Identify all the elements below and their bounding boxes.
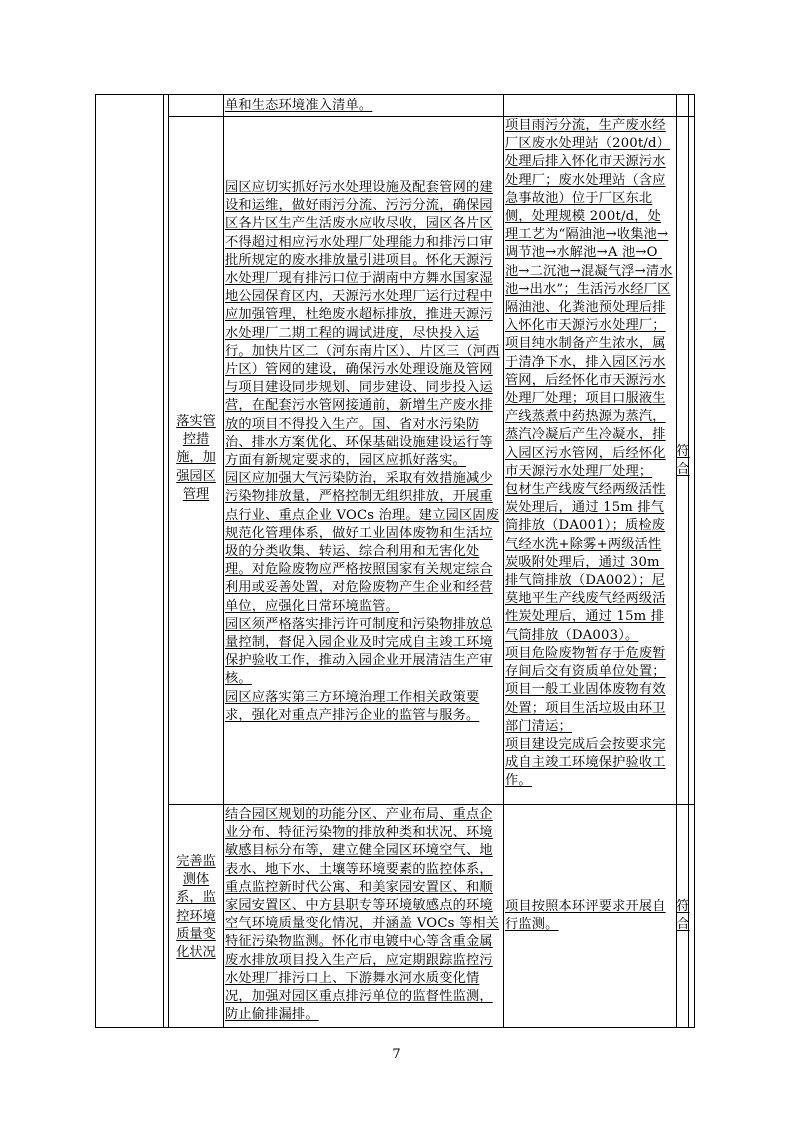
row0-requirement [225, 97, 501, 115]
row2-project [505, 898, 674, 934]
row1-proj-para-1: 项目雨污分流，生产废水经厂区废水处理站（200t/d）处理后排入怀化市天源污水处理厂；废水处理站（含应急事故池）位于厂区东北侧，处理规模 200t/d，处理工艺为“隔油池→收集池→调节池→水解池→A 池→O 池→二沉池→混凝气浮→清水池→出水”；生活污水经厂区隔油池、化粪池预处理后排入怀化市天源污水处理厂；项目纯水制备产生浓水，属于清净下水，排入园区污水管网，后经怀化市天源污水处理厂处理；项目口服液生产线蒸煮中药热源为蒸汽，蒸汽冷凝后产生冷凝水，排入园区污水管网，后经怀化市天源污水处理厂处理； [505, 118, 673, 479]
compliance-table [95, 94, 695, 1028]
row2-category-text: 完善监测体系，监控环境质量变化状况 [176, 854, 216, 961]
row1-proj-para-2: 包材生产线废气经两级活性炭处理后，通过 15m 排气筒排放（DA001）；质检废气经水洗+除雾+两级活性炭吸附处理后，通过 30m 排气筒排放（DA002）；尼莫地平生产线废气经两级活性炭处理后，通过 15m 排气筒排放（DA003）。 [505, 482, 666, 643]
col-divider-3 [223, 95, 224, 1027]
row1-project [505, 117, 674, 791]
row2-verdict-text: 符合 [676, 899, 690, 933]
col-divider-6 [688, 95, 689, 1027]
row2-requirement-text: 结合园区规划的功能分区、产业布局、重点企业分布、特征污染物的排放种类和状况、环境敏感目标分布等，建立健全园区环境空气、地表水、地下水、土壤等环境要素的监控体系，重点监控新时代公寓、和美家园安置区、和顺家园安置区、中方县职专等环境敏感点的环境空气环境质量变化情况，并涵盖 VOCs 等相关特征污染物监测。怀化市电镀中心等含重金属废水排放项目投入生产后，应定期跟踪监控污水处理厂排污口上、下游舞水河水质变化情况，加强对园区重点排污单位的监督性监测，防止偷排漏排。 [225, 807, 500, 1023]
page-number: 7 [392, 1047, 401, 1062]
row2-project-text: 项目按照本环评要求开展自行监测。 [505, 899, 666, 933]
row1-proj-para-4: 项目建设完成后会按要求完成自主竣工环境保护验收工作。 [505, 736, 666, 789]
row1-category [171, 413, 221, 504]
row1-requirement [225, 179, 501, 725]
row2-verdict [676, 898, 690, 934]
row1-req-para-4: 园区应落实第三方环境治理工作相关政策要求，强化对重点产排污企业的监管与服务。 [225, 689, 480, 723]
row0-requirement-text: 单和生态环境准入清单。 [225, 98, 373, 113]
row1-proj-para-3: 项目危险废物暂存于危废暂存间后交有资质单位处置；项目一般工业固体废物有效处置；项目生活垃圾由环卫部门清运； [505, 645, 666, 734]
row1-verdict [676, 443, 690, 479]
col-divider-1 [163, 95, 164, 1027]
col-divider-2 [168, 95, 169, 1027]
row1-req-para-3: 园区须严格落实排污许可制度和污染物排放总量控制，督促入园企业及时完成自主竣工环境保护验收工作，推动入园企业开展清洁生产审核。 [225, 616, 493, 687]
row1-req-para-2: 园区应加强大气污染防治，采取有效措施减少污染物排放量，严格控制无组织排放，开展重点行业、重点企业 VOCs 治理。建立园区固废规范化管理体系，做好工业固体废物和生活垃圾的分类收集、转运、综合利用和无害化处理。对危险废物应严格按照国家有关规定综合利用或妥善处置，对危险废物产生企业和经营单位，应强化日常环境监管。 [225, 471, 500, 614]
row1-req-para-1: 园区应切实抓好污水处理设施及配套管网的建设和运维，做好雨污分流、污污分流，确保园区各片区生产生活废水应收尽收，园区各片区不得超过相应污水处理厂处理能力和排污口审批所规定的废水排放量引进项目。怀化天源污水处理厂现有排污口位于湖南中方舞水国家湿地公园保育区内，天源污水处理厂运行过程中应加强管理，杜绝废水超标排放，推进天源污水处理厂二期工程的调试进度，尽快投入运行。加快片区二（河东南片区）、片区三（河西片区）管网的建设，确保污水处理设施及管网与项目建设同步规划、同步建设、同步投入运营，在配套污水管网接通前，新增生产废水排放的项目不得投入生产。国、省对水污染防治、排水方案优化、环保基础设施建设运行等方面有新规定要求的，园区应抓好落实。 [225, 180, 500, 469]
col-divider-4 [503, 95, 504, 1027]
row1-verdict-text: 符合 [676, 444, 690, 478]
row-divider-2 [168, 804, 694, 805]
row2-category [171, 853, 221, 962]
row2-requirement [225, 806, 501, 1024]
row1-category-text: 落实管控措施，加强园区管理 [176, 414, 216, 502]
col-divider-5 [676, 95, 677, 1027]
